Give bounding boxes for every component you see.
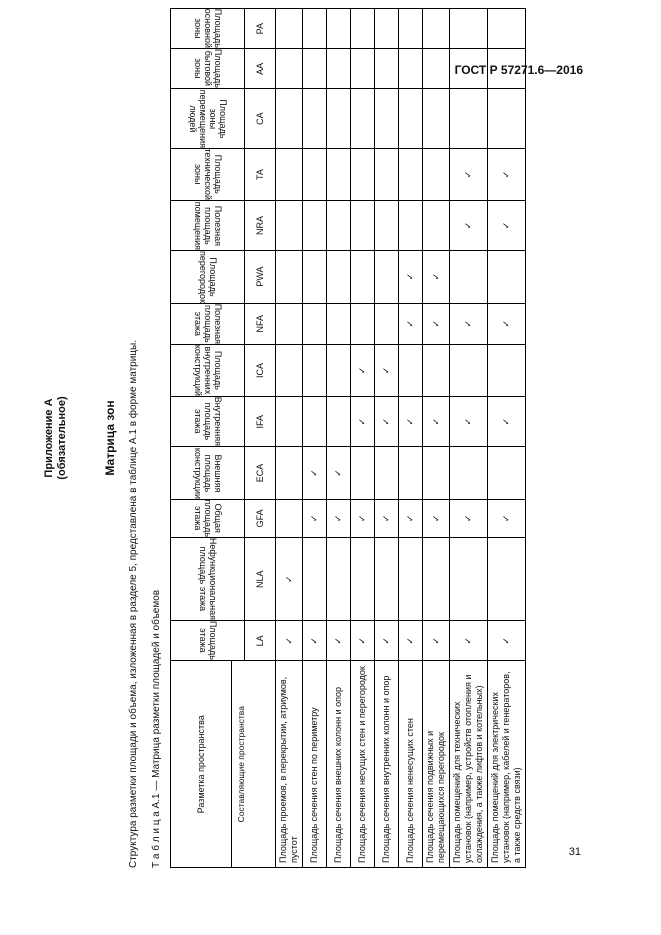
- check-mark-cell: ✓: [423, 621, 450, 661]
- empty-cell: [276, 397, 303, 447]
- row-label: Площадь сечения стен по периметру: [303, 661, 327, 868]
- empty-cell: [276, 89, 303, 148]
- empty-cell: [375, 250, 399, 303]
- column-header-name: [171, 89, 245, 148]
- empty-cell: [351, 148, 375, 201]
- empty-cell: [351, 250, 375, 303]
- check-mark-cell: ✓: [375, 499, 399, 538]
- row-label: Площадь сечения ненесущих стен: [399, 661, 423, 868]
- check-mark-cell: ✓: [423, 250, 450, 303]
- check-mark-cell: ✓: [399, 397, 423, 447]
- empty-cell: [303, 250, 327, 303]
- check-mark-cell: ✓: [375, 344, 399, 396]
- table-corner-header: [171, 661, 276, 868]
- check-mark-cell: ✓: [488, 303, 526, 344]
- empty-cell: [450, 89, 488, 148]
- empty-cell: [399, 9, 423, 49]
- check-mark-cell: ✓: [399, 621, 423, 661]
- column-header-abbr: CA: [245, 89, 276, 148]
- table-caption: Т а б л и ц а А.1 — Матрица разметки площадей и объемов: [151, 589, 162, 868]
- check-mark-cell: ✓: [423, 499, 450, 538]
- check-mark-cell: ✓: [488, 201, 526, 250]
- check-mark-cell: ✓: [423, 397, 450, 447]
- empty-cell: [303, 344, 327, 396]
- empty-cell: [423, 89, 450, 148]
- check-mark-cell: ✓: [399, 250, 423, 303]
- column-header-name: [171, 499, 245, 538]
- column-header-abbr: NRA: [245, 201, 276, 250]
- empty-cell: [276, 303, 303, 344]
- check-mark-cell: ✓: [327, 447, 351, 499]
- empty-cell: [351, 447, 375, 499]
- empty-cell: [327, 89, 351, 148]
- empty-cell: [327, 201, 351, 250]
- empty-cell: [399, 538, 423, 621]
- zone-matrix-table: [170, 8, 526, 868]
- check-mark-cell: ✓: [450, 303, 488, 344]
- empty-cell: [351, 9, 375, 49]
- page-number: 31: [568, 846, 581, 858]
- empty-cell: [399, 148, 423, 201]
- check-mark-cell: ✓: [450, 397, 488, 447]
- empty-cell: [303, 9, 327, 49]
- empty-cell: [276, 250, 303, 303]
- empty-cell: [351, 538, 375, 621]
- column-header-name: [171, 9, 245, 49]
- empty-cell: [303, 89, 327, 148]
- table-row: [423, 9, 450, 868]
- check-mark-cell: ✓: [351, 397, 375, 447]
- empty-cell: [375, 201, 399, 250]
- column-header-abbr: LA: [245, 621, 276, 661]
- row-label: Площадь помещений для электрических установок (например, кабелей и генераторов, а также средств связи): [488, 661, 526, 868]
- column-name-text: Площадь перегородок: [197, 250, 218, 303]
- empty-cell: [399, 344, 423, 396]
- column-name-text: Внешняя площадь конструкции: [192, 447, 223, 499]
- column-header-abbr: ICA: [245, 344, 276, 396]
- check-mark-cell: ✓: [450, 148, 488, 201]
- empty-cell: [488, 344, 526, 396]
- empty-cell: [303, 148, 327, 201]
- check-mark-cell: ✓: [276, 538, 303, 621]
- check-mark-cell: ✓: [327, 621, 351, 661]
- column-name-text: Общая площадь этажа: [192, 499, 223, 538]
- column-name-text: Нефункциональная площадь этажа: [197, 538, 218, 621]
- check-mark-cell: ✓: [351, 499, 375, 538]
- column-header-abbr: IFA: [245, 397, 276, 447]
- check-mark-cell: ✓: [423, 303, 450, 344]
- intro-text: Структура разметки площади и объема, изложенная в разделе 5, представлена в таблице А.1 в форме матрицы.: [128, 340, 139, 868]
- empty-cell: [488, 447, 526, 499]
- empty-cell: [351, 201, 375, 250]
- column-header-abbr: NFA: [245, 303, 276, 344]
- empty-cell: [327, 49, 351, 89]
- empty-cell: [327, 9, 351, 49]
- empty-cell: [327, 148, 351, 201]
- empty-cell: [327, 397, 351, 447]
- empty-cell: [450, 344, 488, 396]
- check-mark-cell: ✓: [399, 303, 423, 344]
- empty-cell: [303, 201, 327, 250]
- appendix-status: (обязательное): [56, 396, 68, 480]
- check-mark-cell: ✓: [488, 621, 526, 661]
- empty-cell: [375, 148, 399, 201]
- column-header-name: [171, 397, 245, 447]
- check-mark-cell: ✓: [399, 499, 423, 538]
- appendix-title: Приложение А: [43, 398, 55, 478]
- empty-cell: [351, 303, 375, 344]
- column-name-text: Площадь зоны перемещения людей: [187, 89, 228, 148]
- column-header-abbr: NLA: [245, 538, 276, 621]
- column-header-name: [171, 621, 245, 661]
- column-header-name: [171, 250, 245, 303]
- row-label: Площадь сечения внешних колонн и опор: [327, 661, 351, 868]
- table-row: [488, 9, 526, 868]
- empty-cell: [423, 344, 450, 396]
- empty-cell: [303, 538, 327, 621]
- empty-cell: [450, 447, 488, 499]
- rotated-content: [33, 8, 553, 868]
- table-row: [303, 9, 327, 868]
- empty-cell: [399, 49, 423, 89]
- column-name-text: Полезная площадь помещения: [192, 201, 223, 250]
- table-row: [276, 9, 303, 868]
- empty-cell: [351, 49, 375, 89]
- column-header-abbr: PWA: [245, 250, 276, 303]
- empty-cell: [423, 538, 450, 621]
- empty-cell: [423, 148, 450, 201]
- check-mark-cell: ✓: [450, 201, 488, 250]
- empty-cell: [375, 89, 399, 148]
- empty-cell: [327, 344, 351, 396]
- check-mark-cell: ✓: [450, 499, 488, 538]
- column-name-text: Площадь технической зоны: [192, 148, 223, 201]
- empty-cell: [423, 9, 450, 49]
- column-header-abbr: ECA: [245, 447, 276, 499]
- empty-cell: [399, 447, 423, 499]
- empty-cell: [488, 89, 526, 148]
- empty-cell: [423, 201, 450, 250]
- column-name-text: Площадь этажа: [197, 621, 218, 661]
- empty-cell: [450, 250, 488, 303]
- check-mark-cell: ✓: [351, 621, 375, 661]
- table-row: [450, 9, 488, 868]
- column-name-text: Площадь основной зоны: [192, 9, 223, 49]
- empty-cell: [375, 9, 399, 49]
- empty-cell: [488, 250, 526, 303]
- column-header-name: [171, 148, 245, 201]
- column-header-name: [171, 303, 245, 344]
- column-header-abbr: GFA: [245, 499, 276, 538]
- empty-cell: [375, 447, 399, 499]
- column-name-text: Внутренняя площадь этажа: [192, 397, 223, 447]
- column-header-name: [171, 538, 245, 621]
- row-label: Площадь сечения подвижных и перемещающихся перегородок: [423, 661, 450, 868]
- column-header-name: [171, 201, 245, 250]
- empty-cell: [450, 538, 488, 621]
- check-mark-cell: ✓: [327, 499, 351, 538]
- column-header-abbr: AA: [245, 49, 276, 89]
- check-mark-cell: ✓: [375, 621, 399, 661]
- empty-cell: [276, 447, 303, 499]
- row-label: Площадь сечения несущих стен и перегородок: [351, 661, 375, 868]
- check-mark-cell: ✓: [303, 499, 327, 538]
- check-mark-cell: ✓: [375, 397, 399, 447]
- empty-cell: [488, 49, 526, 89]
- empty-cell: [276, 499, 303, 538]
- corner-title: Разметка пространства: [171, 661, 232, 867]
- check-mark-cell: ✓: [303, 447, 327, 499]
- check-mark-cell: ✓: [351, 344, 375, 396]
- table-row: [327, 9, 351, 868]
- empty-cell: [450, 9, 488, 49]
- empty-cell: [276, 344, 303, 396]
- section-title: Матрица зон: [103, 400, 117, 476]
- check-mark-cell: ✓: [276, 621, 303, 661]
- empty-cell: [327, 538, 351, 621]
- table-row: [399, 9, 423, 868]
- empty-cell: [276, 49, 303, 89]
- column-name-text: Площадь внутренних конструкций: [192, 344, 223, 397]
- empty-cell: [327, 303, 351, 344]
- row-label: Площадь помещений для технических установок (например, устройств отопления и охлаждения, а также лифтов и котельных): [450, 661, 488, 868]
- empty-cell: [375, 49, 399, 89]
- empty-cell: [423, 49, 450, 89]
- column-header-abbr: PA: [245, 9, 276, 49]
- empty-cell: [488, 9, 526, 49]
- empty-cell: [303, 49, 327, 89]
- standard-header: ГОСТ Р 57271.6—2016: [454, 63, 583, 77]
- check-mark-cell: ✓: [488, 499, 526, 538]
- column-header-abbr: TA: [245, 148, 276, 201]
- empty-cell: [303, 397, 327, 447]
- empty-cell: [276, 201, 303, 250]
- empty-cell: [488, 538, 526, 621]
- empty-cell: [276, 9, 303, 49]
- empty-cell: [399, 89, 423, 148]
- empty-cell: [399, 201, 423, 250]
- appendix-heading: [43, 368, 69, 508]
- table-row: [375, 9, 399, 868]
- check-mark-cell: ✓: [488, 397, 526, 447]
- corner-subtitle: Составляющие пространства: [236, 706, 246, 823]
- check-mark-cell: ✓: [303, 621, 327, 661]
- column-name-text: Площадь бытовой зоны: [192, 49, 223, 89]
- empty-cell: [327, 250, 351, 303]
- empty-cell: [375, 303, 399, 344]
- column-name-text: Полезная площадь этажа: [192, 303, 223, 344]
- column-header-name: [171, 344, 245, 396]
- row-label: Площадь сечения внутренних колонн и опор: [375, 661, 399, 868]
- row-label: Площадь проемов, в перекрытии, атриумов, пустот: [276, 661, 303, 868]
- empty-cell: [276, 148, 303, 201]
- check-mark-cell: ✓: [488, 148, 526, 201]
- empty-cell: [450, 49, 488, 89]
- column-header-name: [171, 49, 245, 89]
- empty-cell: [375, 538, 399, 621]
- column-header-name: [171, 447, 245, 499]
- check-mark-cell: ✓: [450, 621, 488, 661]
- empty-cell: [351, 89, 375, 148]
- empty-cell: [303, 303, 327, 344]
- table-row: [351, 9, 375, 868]
- empty-cell: [423, 447, 450, 499]
